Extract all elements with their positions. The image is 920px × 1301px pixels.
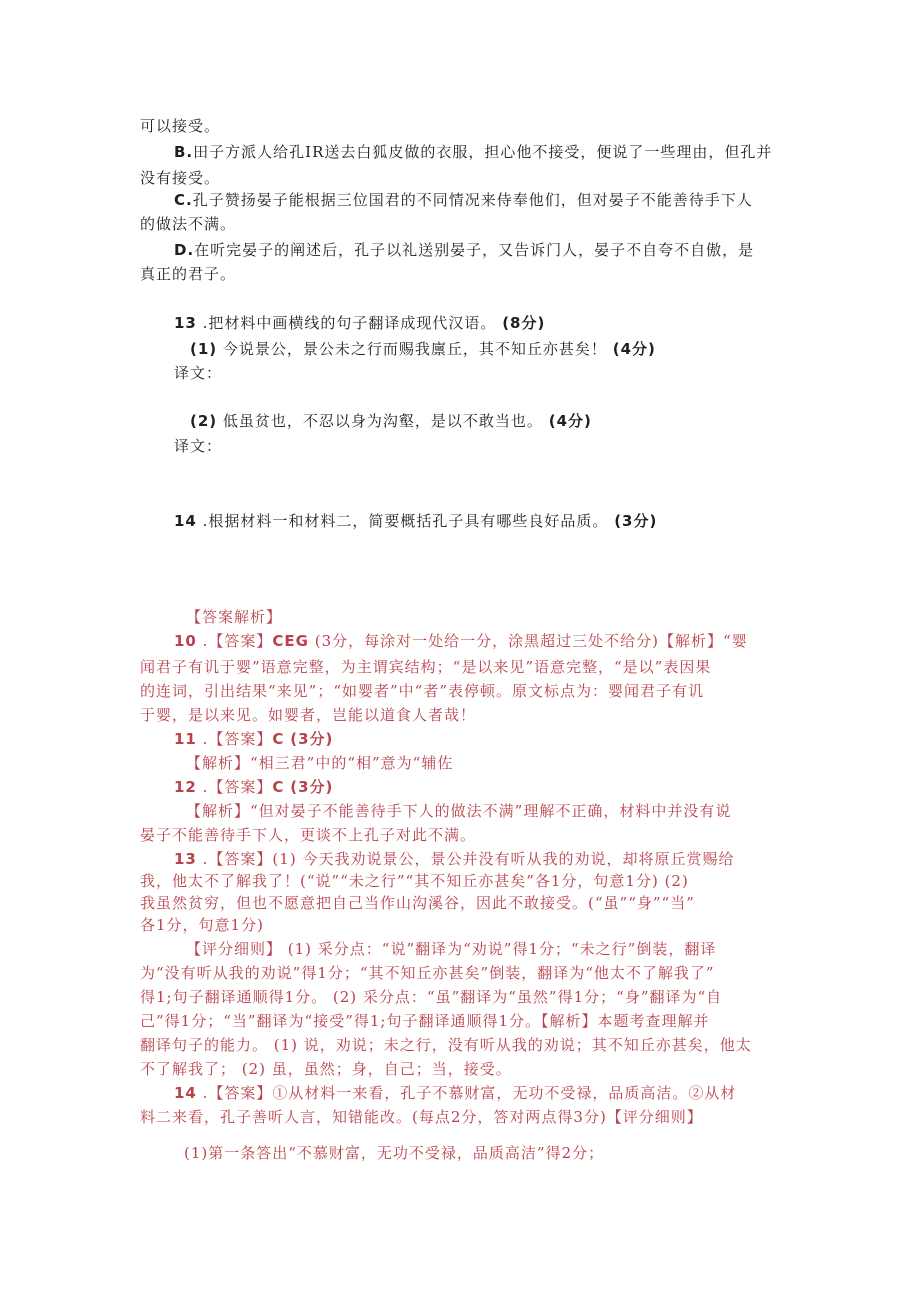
answer-13-line: 我，他太不了解我了！(“说”“未之行”“其不知丘亦甚矣”各1分，句意1分) (2): [140, 872, 689, 890]
option-d-line: 真正的君子。: [140, 265, 237, 283]
answer-13-line: 我虽然贫穷，但也不愿意把自己当作山沟溪谷，因此不敢接受。(“虽”“身”“当”: [140, 894, 695, 912]
question-14: 14 .根据材料一和材料二，简要概括孔子具有哪些良好品质。 (3分): [174, 512, 658, 530]
answer-14: 14 .【答案】①从材料一来看，孔子不慕财富，无功不受禄，品质高洁。②从材: [174, 1084, 737, 1102]
answer-10-line: 于婴，是以来见。如婴者，岂能以道食人者哉！: [140, 706, 477, 724]
option-b-line: 没有接受。: [140, 169, 221, 187]
answer-13-rubric: 【评分细则】 (1) 采分点：“说”翻译为“劝说”得1分；“未之行”倒装，翻译: [186, 940, 717, 958]
answer-14-rubric: (1)第一条答出“不慕财富，无功不受禄，品质高洁”得2分；: [184, 1144, 605, 1162]
answer-14-line: 料二来看，孔子善听人言，知错能改。(每点2分，答对两点得3分)【评分细则】: [140, 1108, 703, 1126]
question-13: 13 .把材料中画横线的句子翻译成现代汉语。 (8分): [174, 314, 546, 332]
option-b-line: B.田子方派人给孔IR送去白狐皮做的衣服，担心他不接受，便说了一些理由，但孔并: [174, 143, 773, 161]
answer-13-line: 各1分，句意1分): [140, 916, 264, 934]
answer-10-line: 闻君子有讥于婴”语意完整，为主谓宾结构；“是以来见”语意完整，“是以”表因果: [140, 658, 712, 676]
answer-13: 13 .【答案】(1) 今天我劝说景公，景公并没有听从我的劝说，却将原丘赏赐给: [174, 850, 735, 868]
translation-label-1: 译文：: [174, 364, 223, 382]
option-d-line: D.在听完晏子的阐述后，孔子以礼送别晏子，又告诉门人，晏子不自夸不自傲，是: [174, 241, 755, 259]
answer-12: 12 .【答案】C (3分): [174, 778, 334, 796]
option-c-line: C.孔子赞扬晏子能根据三位国君的不同情况来侍奉他们，但对晏子不能善待手下人: [174, 191, 753, 209]
question-13-sub-1: (1) 今说景公，景公未之行而赐我廪丘，其不知丘亦甚矣！ (4分): [190, 340, 656, 358]
answer-12-line: 晏子不能善待手下人，更谈不上孔子对此不满。: [140, 826, 477, 844]
answer-12-analysis: 【解析】“但对晏子不能善待手下人的做法不满”理解不正确，材料中并没有说: [186, 802, 732, 820]
answer-13-line: 己”得1分；“当”翻译为“接受”得1;句子翻译通顺得1分。【解析】本题考查理解并: [140, 1012, 710, 1030]
answer-13-line: 为“没有听从我的劝说”得1分；“其不知丘亦甚矣”倒装，翻译为“他太不了解我了”: [140, 964, 715, 982]
option-a-tail: 可以接受。: [140, 117, 221, 135]
translation-label-2: 译文：: [174, 437, 223, 455]
option-c-line: 的做法不满。: [140, 215, 237, 233]
question-13-sub-2: (2) 低虽贫也，不忍以身为沟壑，是以不敢当也。 (4分): [190, 412, 592, 430]
answer-10-line: 的连词，引出结果“来见”；“如婴者”中“者”表停顿。原文标点为：婴闻君子有讥: [140, 682, 705, 700]
answer-heading: 【答案解析】: [186, 608, 283, 626]
answer-10: 10 .【答案】CEG (3分，每涂对一处给一分，涂黑超过三处不给分)【解析】“婴: [174, 632, 748, 650]
answer-13-line: 得1;句子翻译通顺得1分。 (2) 采分点：“虽”翻译为“虽然”得1分；“身”翻译为“自: [140, 988, 723, 1006]
answer-13-line: 不了解我了； (2) 虽，虽然；身，自己；当，接受。: [140, 1060, 512, 1078]
answer-11: 11 .【答案】C (3分): [174, 730, 334, 748]
answer-13-line: 翻译句子的能力。 (1) 说，劝说；未之行，没有听从我的劝说；其不知丘亦甚矣，他太: [140, 1036, 752, 1054]
answer-11-analysis: 【解析】“相三君”中的“相”意为“辅佐: [186, 754, 454, 772]
